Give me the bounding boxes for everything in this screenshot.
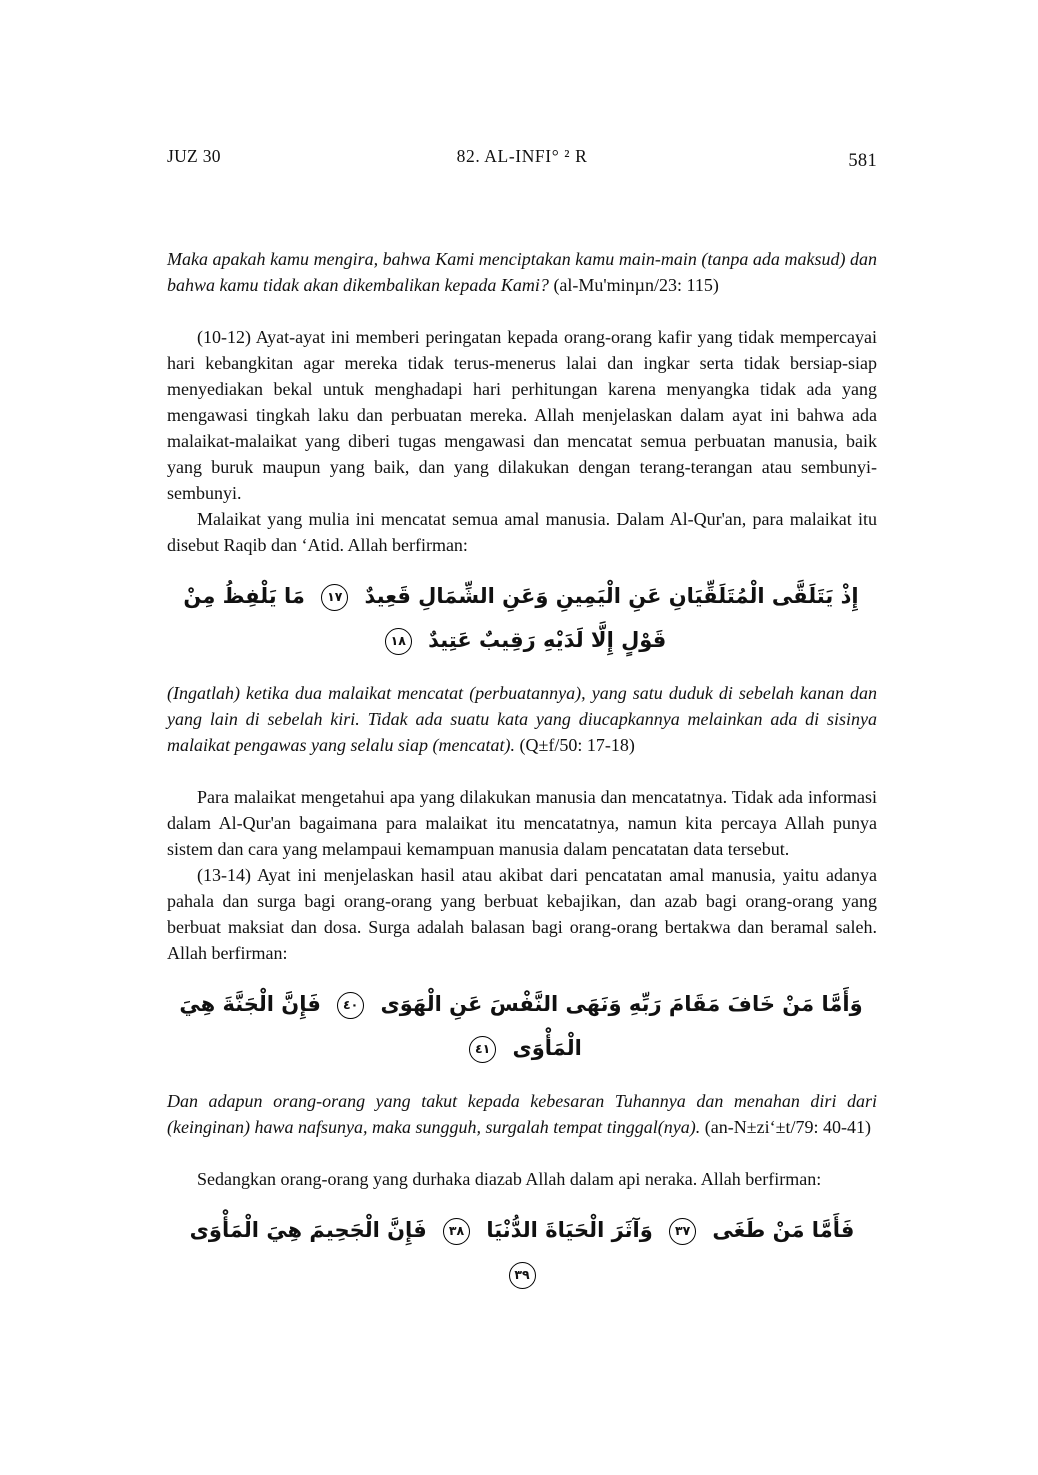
body-paragraph-malaikat: Malaikat yang mulia ini mencatat semua amal manusia. Dalam Al-Qur'an, para malaikat itu disebut Raqib dan ‘Atid. Allah berfirman: [167, 509, 877, 555]
page-content [167, 246, 877, 1297]
translation-quote-3 [167, 1088, 877, 1140]
verse-number-badge: ١٧ [321, 584, 348, 611]
page-header [167, 146, 877, 171]
quran-arabic-verse-50-17-18 [167, 574, 877, 662]
verse-number-badge: ١٨ [385, 628, 412, 655]
translation-text: Maka apakah kamu mengira, bahwa Kami menciptakan kamu main-main (tanpa ada maksud) dan bahwa kamu tidak akan dikembalikan kepada Kami? [167, 249, 877, 295]
verse-number-badge: ٤٠ [337, 992, 364, 1019]
body-paragraph-13-14: (13-14) Ayat ini menjelaskan hasil atau akibat dari pencatatan amal manusia, yaitu adanya pahala dan surga bagi orang-orang yang berbuat kebajikan, dan azab bagi orang-orang yang berbuat maksiat dan dosa. Surga adalah balasan bagi orang-orang bertakwa dan beramal saleh. Allah berfirman: [167, 865, 877, 964]
body-paragraph-mengetahui: Para malaikat mengetahui apa yang dilakukan manusia dan mencatatnya. Tidak ada informasi dalam Al-Qur'an bagaimana para malaikat itu mencatatnya, namun kita percaya Allah punya sistem dan cara yang melampaui kemampuan manusia dalam pencatatan data tersebut. [167, 787, 877, 860]
verse-number-badge: ٣٩ [509, 1262, 536, 1289]
quran-arabic-verse-79-40-41 [167, 982, 877, 1070]
body-paragraph-10-12: (10-12) Ayat-ayat ini memberi peringatan kepada orang-orang kafir yang tidak mempercayai hari kebangkitan agar mereka tidak terus-menerus lalai dan ingkar serta tidak bersiap-siap menyediakan bekal untuk menghadapi hari perhitungan karena menyangka tidak ada yang mengawasi tingkah laku dan perbuatan mereka. Allah menjelaskan dalam ayat ini bahwa ada malaikat-malaikat yang diberi tugas mengawasi dan mencatat semua perbuatan manusia, baik yang buruk maupun yang baik, dan yang dilakukan dengan terang-terangan atau sembunyi-sembunyi. [167, 327, 877, 503]
arabic-verse-text: إِذْ يَتَلَقَّى الْمُتَلَقِّيَانِ عَنِ الْيَمِينِ وَعَنِ الشِّمَالِ قَعِيدٌ [364, 584, 859, 608]
verse-reference: (Q±f/50: 17-18) [519, 735, 635, 756]
arabic-verse-text: وَأَمَّا مَنْ خَافَ مَقَامَ رَبِّهِ وَنَهَى النَّفْسَ عَنِ الْهَوَى [380, 992, 863, 1017]
arabic-verse-text: فَإِنَّ الْجَحِيمَ هِيَ الْمَأْوَى [189, 1218, 427, 1243]
page-number: 581 [848, 151, 877, 171]
verse-reference: (al-Mu'minµn/23: 115) [553, 275, 719, 295]
arabic-verse-text: فَأَمَّا مَنْ طَغَى [712, 1218, 855, 1243]
translation-quote-1 [167, 246, 877, 298]
arabic-verse-text: وَآثَرَ الْحَيَاةَ الدُّنْيَا [486, 1218, 653, 1243]
verse-number-badge: ٣٧ [669, 1218, 696, 1245]
translation-text: Dan adapun orang-orang yang takut kepada kebesaran Tuhannya dan menahan diri dari (keinginan) hawa nafsunya, maka sungguh, surgalah tempat tinggal(nya). [167, 1091, 877, 1138]
quran-arabic-verse-79-37-39 [167, 1208, 877, 1296]
surah-title: 82. AL-INFI° ² R [456, 146, 588, 166]
arabic-verse-text: فَإِنَّ الْجَنَّةَ هِيَ الْمَأْوَى [179, 992, 582, 1061]
arabic-verse-text: مَا يَلْفِظُ مِنْ قَوْلٍ إِلَّا لَدَيْهِ رَقِيبٌ عَتِيدٌ [183, 584, 667, 653]
juz-label: JUZ 30 [167, 146, 221, 166]
verse-reference: (an-N±zi‘±t/79: 40-41) [704, 1117, 871, 1138]
body-paragraph-sedangkan: Sedangkan orang-orang yang durhaka diazab Allah dalam api neraka. Allah berfirman: [197, 1169, 822, 1190]
translation-quote-2 [167, 680, 877, 758]
translation-text: (Ingatlah) ketika dua malaikat mencatat (perbuatannya), yang satu duduk di sebelah kanan dan yang lain di sebelah kiri. Tidak ada suatu kata yang diucapkannya melainkan ada di sisinya malaikat pengawas yang selalu siap (mencatat). [167, 683, 877, 756]
verse-number-badge: ٤١ [469, 1036, 496, 1063]
verse-number-badge: ٣٨ [443, 1218, 470, 1245]
